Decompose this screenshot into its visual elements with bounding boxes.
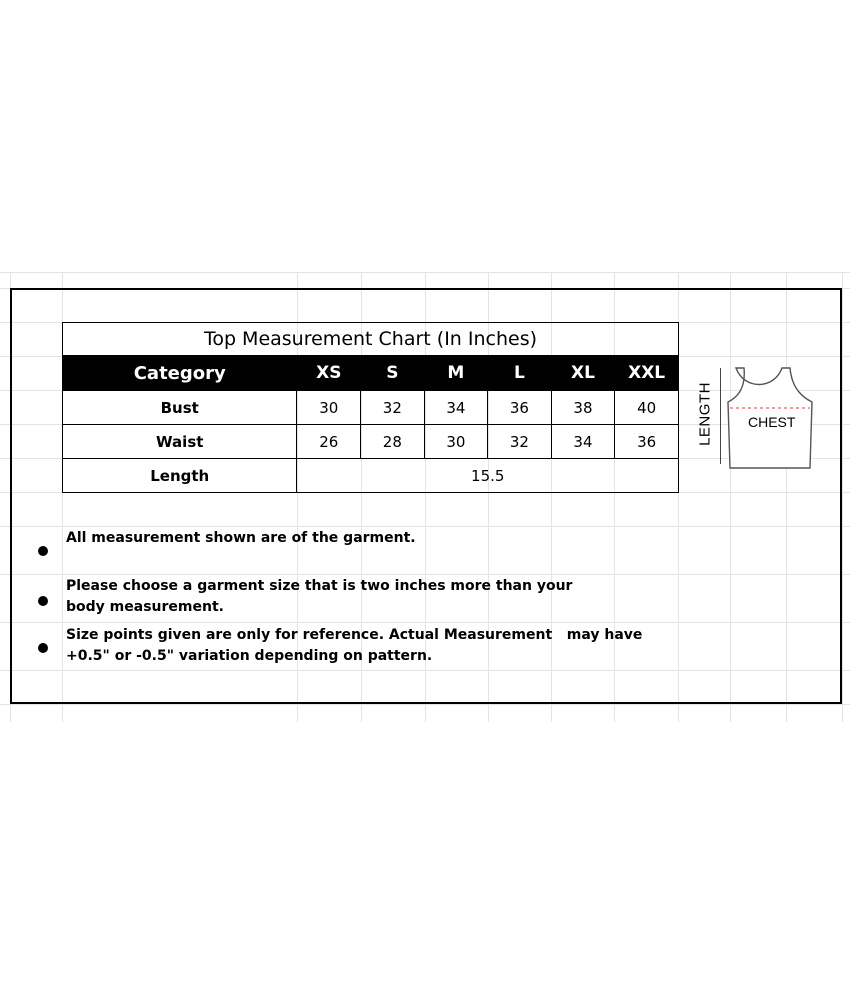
row-label: Length xyxy=(63,459,297,493)
cell-value: 36 xyxy=(488,391,552,425)
note-text: Please choose a garment size that is two inches more than your body measurement. xyxy=(66,578,578,615)
cell-value: 34 xyxy=(551,425,615,459)
cell-value: 26 xyxy=(297,425,361,459)
chart-title: Top Measurement Chart (In Inches) xyxy=(63,323,679,356)
cell-value: 32 xyxy=(361,391,425,425)
cell-value: 30 xyxy=(297,391,361,425)
bullet-icon xyxy=(38,546,48,556)
cell-value: 38 xyxy=(551,391,615,425)
header-size-m: M xyxy=(424,356,488,391)
header-size-xs: XS xyxy=(297,356,361,391)
cell-value: 32 xyxy=(488,425,552,459)
row-label: Waist xyxy=(63,425,297,459)
cell-value: 40 xyxy=(615,391,679,425)
bullet-icon xyxy=(38,596,48,606)
header-size-l: L xyxy=(488,356,552,391)
header-size-s: S xyxy=(361,356,425,391)
cell-value: 36 xyxy=(615,425,679,459)
table-row-bust xyxy=(63,391,679,425)
table-row-length xyxy=(63,459,679,493)
header-size-xxl: XXL xyxy=(615,356,679,391)
chest-label: CHEST xyxy=(748,414,796,430)
note-text: Size points given are only for reference. Actual Measurement may have +0.5" or -0.5" variation depending on pattern. xyxy=(66,627,648,664)
header-size-xl: XL xyxy=(551,356,615,391)
note-text: All measurement shown are of the garment. xyxy=(66,530,416,546)
length-label: LENGTH xyxy=(696,382,714,446)
table-row-waist xyxy=(63,425,679,459)
header-category: Category xyxy=(63,356,297,391)
header-row xyxy=(63,356,679,391)
cell-value: 28 xyxy=(361,425,425,459)
size-chart-table xyxy=(62,322,679,493)
cell-value-merged: 15.5 xyxy=(297,459,679,493)
bullet-icon xyxy=(38,643,48,653)
cell-value: 34 xyxy=(424,391,488,425)
row-label: Bust xyxy=(63,391,297,425)
cell-value: 30 xyxy=(424,425,488,459)
